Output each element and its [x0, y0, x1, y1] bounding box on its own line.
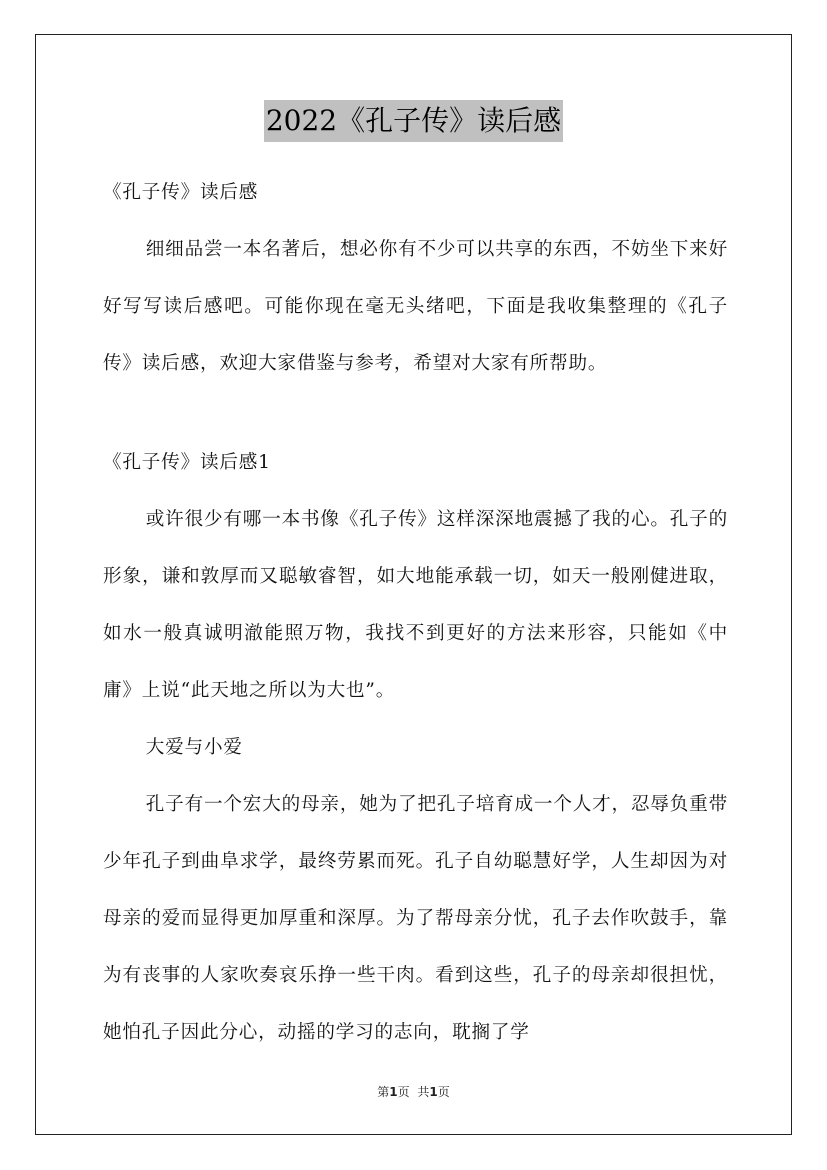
document-title: 2022《孔子传》读后感 [264, 100, 563, 142]
section-gap [103, 392, 728, 434]
section1-subheading: 大爱与小爱 [145, 737, 243, 758]
title-container [0, 100, 827, 142]
total-suffix: 页 [437, 1085, 450, 1099]
total-prefix: 共 [417, 1085, 430, 1099]
section1-paragraph-2: 孔子有一个宏大的母亲，她为了把孔子培育成一个人才，忍辱负重带少年孔子到曲阜求学，最终劳累而死。孔子自幼聪慧好学，人生却因为对母亲的爱而显得更加厚重和深厚。为了帮母亲分忧，孔子去作吹鼓手，靠为有丧事的人家吹奏哀乐挣一些干肉。看到这些，孔子的母亲却很担忧，她怕孔子因此分心，动摇的学习的志向，耽搁了学 [103, 794, 728, 1043]
page-footer [0, 1083, 827, 1100]
intro-paragraph: 细细品尝一本名著后，想必你有不少可以共享的东西，不妨坐下来好好写写读后感吧。可能你现在毫无头绪吧，下面是我收集整理的《孔子传》读后感，欢迎大家借鉴与参考，希望对大家有所帮助。 [103, 239, 728, 374]
document-subtitle: 《孔子传》读后感 [103, 182, 259, 203]
total-pages: 1 [429, 1085, 438, 1099]
document-body [103, 164, 728, 1061]
section1-paragraph-1: 或许很少有哪一本书像《孔子传》这样深深地震撼了我的心。孔子的形象，谦和敦厚而又聪敏睿智，如大地能承载一切，如天一般刚健进取，如水一般真诚明澈能照万物，我找不到更好的方法来形容，只能如《中庸》上说“此天地之所以为大也”。 [103, 509, 728, 701]
page-number: 1 [389, 1085, 398, 1099]
page-suffix: 页 [397, 1085, 410, 1099]
section1-heading: 《孔子传》读后感1 [103, 452, 271, 473]
page-prefix: 第 [377, 1085, 390, 1099]
